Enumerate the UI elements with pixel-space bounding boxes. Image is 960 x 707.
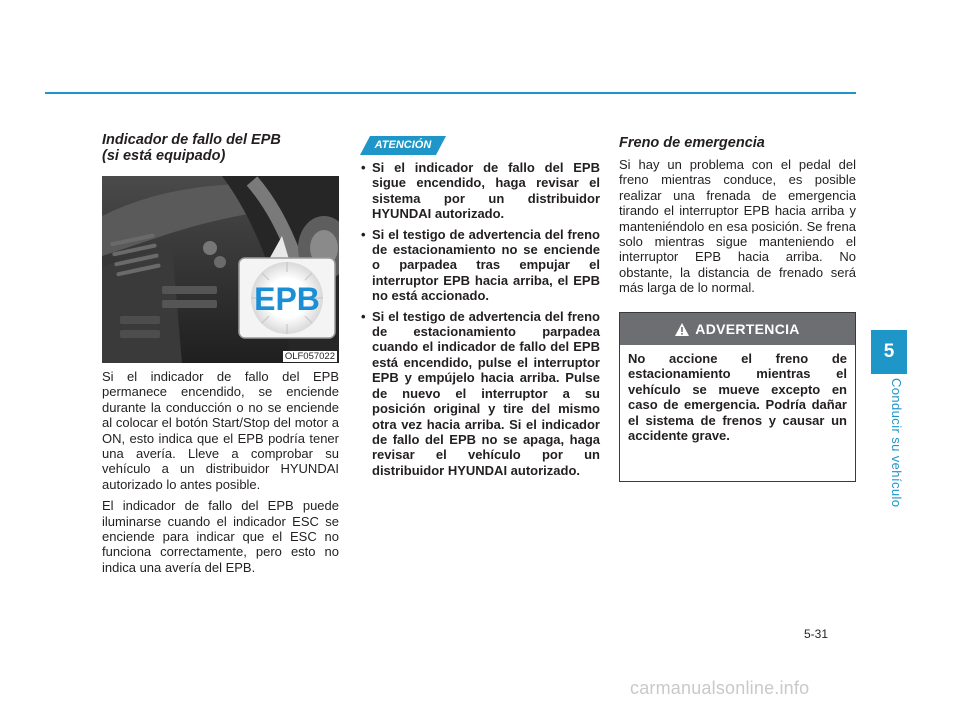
heading-line-1: Indicador de fallo del EPB [102, 132, 281, 148]
section-title: Conducir su vehículo [889, 378, 904, 508]
epb-indicator-text [102, 369, 339, 575]
photo-code: OLF057022 [284, 351, 335, 362]
warning-label: ADVERTENCIA [695, 321, 800, 337]
dashboard-illustration [102, 176, 339, 363]
atencion-badge [360, 136, 446, 155]
warning-box [619, 312, 856, 482]
atencion-list [360, 160, 600, 483]
emergency-brake-section [619, 135, 856, 296]
list-item: • Si el indicador de fallo del EPB sigue encendido, haga revisar el sistema por un distribuidor HYUNDAI autorizado. [361, 160, 600, 222]
emergency-paragraph: Si hay un problema con el pedal del freno mientras conduce, es posible realizar una frenada de emergencia tirando el interruptor EPB hacia arriba y manteniéndolo en esa posición. Se frena solo mientras sigue manteniendo el interruptor EPB hacia arriba. No obstante, la distancia de frenado será más larga de lo normal. [619, 157, 856, 296]
section-tab: 5 [871, 330, 907, 374]
warning-triangle-icon [675, 323, 689, 336]
footer-watermark: carmanualsonline.info [630, 678, 810, 698]
epb-indicator-heading [102, 132, 339, 164]
list-item: • Si el testigo de advertencia del freno de estacionamiento parpadea cuando el indicador de fallo del EPB está encendido, pulse el interruptor EPB y empújelo hacia arriba. Pulse de nuevo el interruptor a su posición original y tire del mismo otra vez hacia arriba. Si el indicador de fallo del EPB no se apaga, haga revisar el vehículo por un distribuidor HYUNDAI autorizado. [361, 308, 600, 478]
warning-header [620, 313, 855, 345]
dashboard-photo [102, 176, 339, 363]
atencion-label: ATENCIÓN [374, 139, 432, 151]
page-number: 5-31 [804, 627, 829, 641]
paragraph-2: El indicador de fallo del EPB puede iluminarse cuando el indicador ESC se enciende para indicar que el ESC no funciona correctamente, pero esto no indica una avería del EPB. [102, 498, 339, 575]
header-rule [45, 92, 856, 94]
warning-text: No accione el freno de estacionamiento mientras el vehículo se mueve excepto en caso de emergencia. Podría dañar el sistema de frenos y causar un accidente grave. [628, 351, 847, 444]
emergency-heading: Freno de emergencia [619, 135, 765, 151]
epb-symbol: EPB [254, 281, 320, 317]
heading-line-2: (si está equipado) [102, 148, 226, 164]
paragraph-1: Si el indicador de fallo del EPB permanece encendido, se enciende durante la conducción o no se enciende al colocar el botón Start/Stop del motor a ON, esto indica que el EPB podría tener una avería. Lleve a comprobar su vehículo a un distribuidor HYUNDAI autorizado lo antes posible. [102, 369, 339, 492]
list-item: • Si el testigo de advertencia del freno de estacionamiento no se enciende o parpadea tras empujar el interruptor EPB hacia arriba, el EPB no está accionado. [361, 226, 600, 304]
